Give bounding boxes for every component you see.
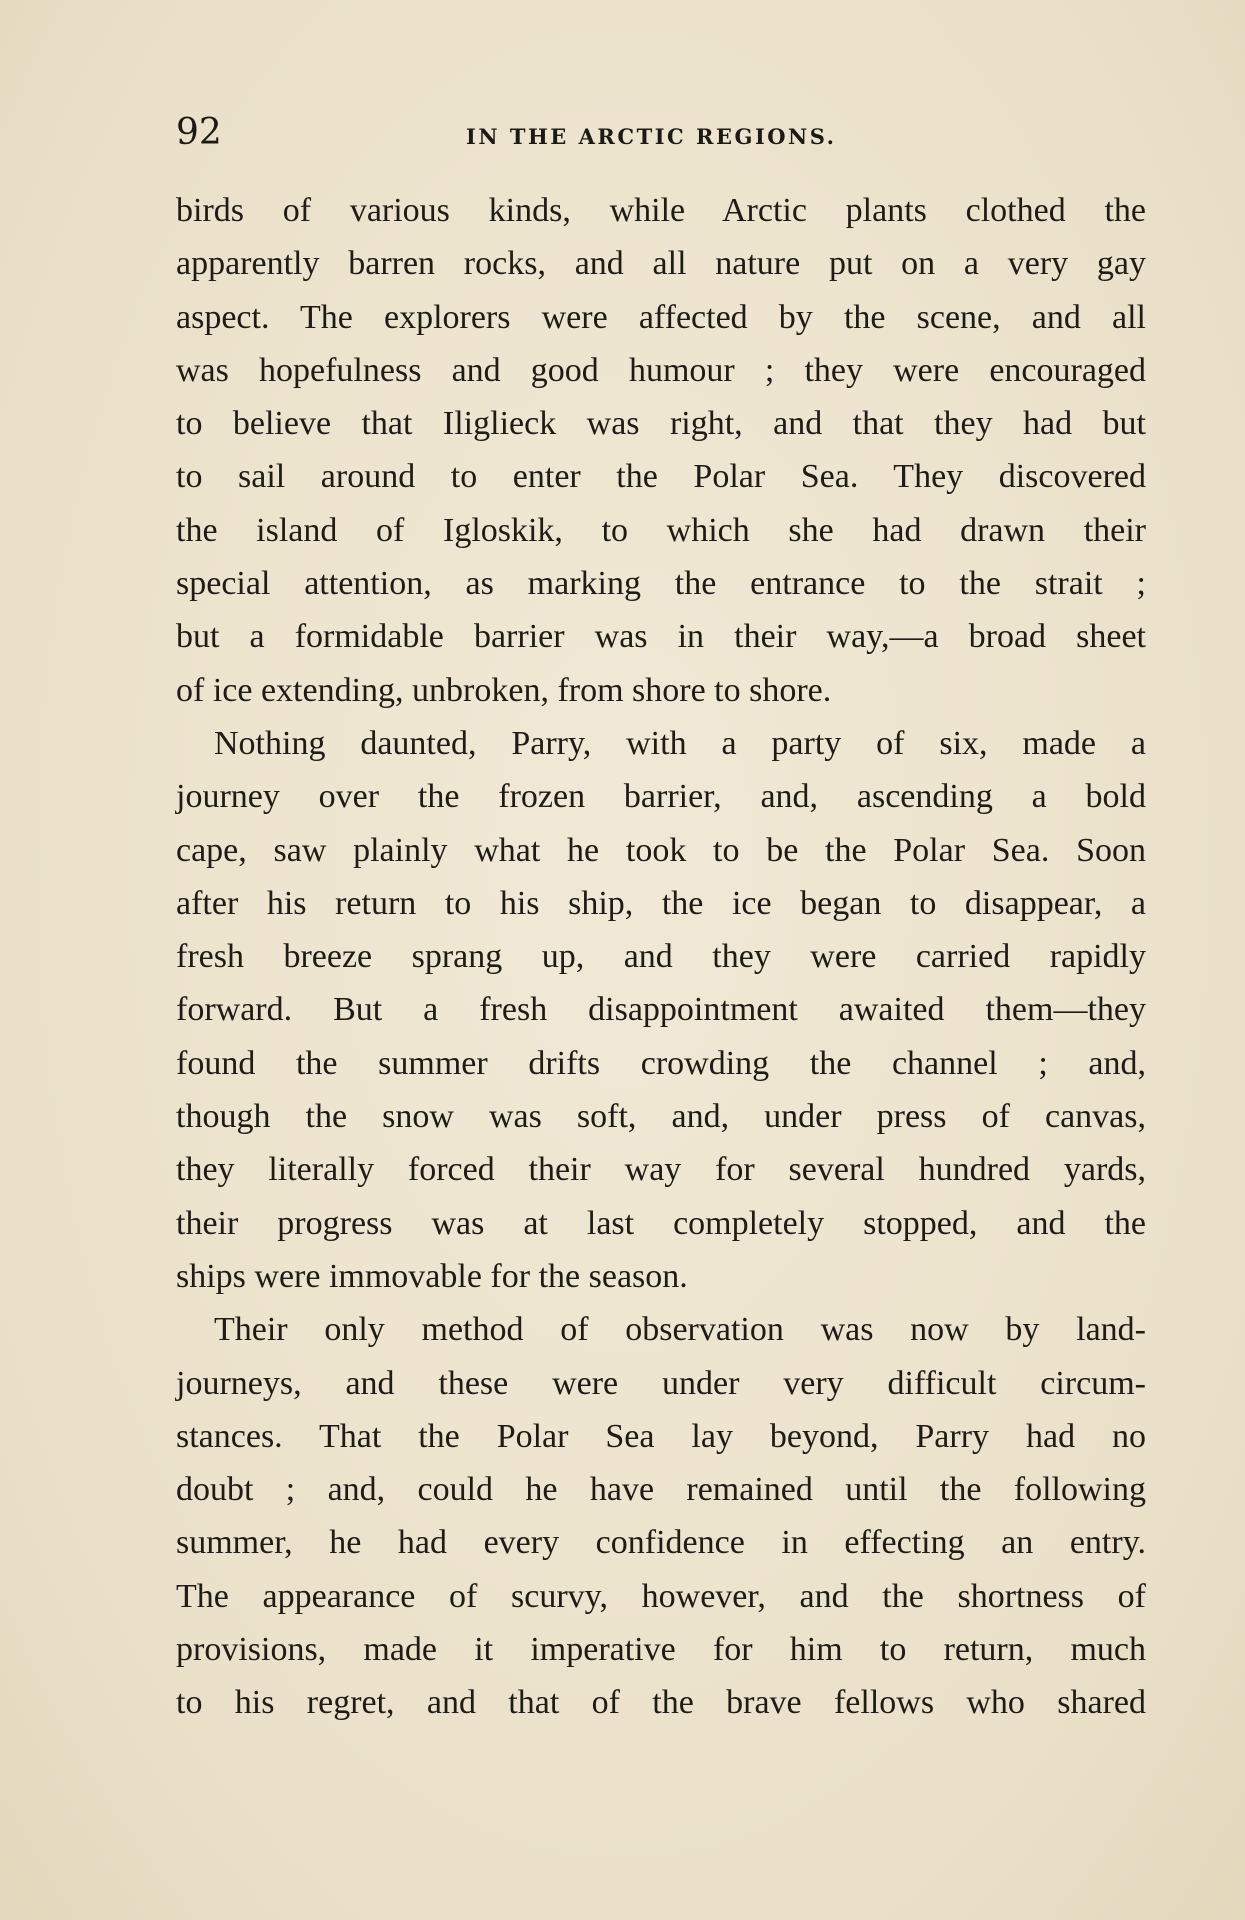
text-line: journey over the frozen barrier, and, ascending a bold bbox=[176, 778, 1146, 816]
text-line: birds of various kinds, while Arctic plants clothed the bbox=[176, 192, 1146, 229]
page-header bbox=[176, 106, 1176, 166]
body-text bbox=[176, 184, 1146, 1730]
text-line: their progress was at last completely stopped, and the bbox=[176, 1204, 1146, 1242]
text-line: ships were immovable for the season. bbox=[176, 1257, 688, 1295]
text-line: Nothing daunted, Parry, with a party of six, made a bbox=[214, 724, 1146, 762]
text-line: they literally forced their way for several hundred yards, bbox=[176, 1151, 1146, 1189]
text-line: to believe that Iliglieck was right, and that they had but bbox=[176, 405, 1146, 443]
text-line: but a formidable barrier was in their way,—a broad sheet bbox=[176, 618, 1146, 656]
text-line: found the summer drifts crowding the channel ; and, bbox=[176, 1044, 1146, 1082]
text-line: to his regret, and that of the brave fellows who shared bbox=[176, 1684, 1146, 1722]
text-line: The appearance of scurvy, however, and the shortness of bbox=[176, 1577, 1146, 1615]
text-line: after his return to his ship, the ice began to disappear, a bbox=[176, 884, 1146, 922]
text-line: journeys, and these were under very difficult circum- bbox=[176, 1364, 1146, 1402]
text-line: doubt ; and, could he have remained until the following bbox=[176, 1471, 1146, 1509]
text-line: Their only method of observation was now by land- bbox=[214, 1311, 1146, 1349]
page-number: 92 bbox=[176, 112, 222, 153]
text-line: provisions, made it imperative for him to return, much bbox=[176, 1631, 1146, 1669]
text-line: stances. That the Polar Sea lay beyond, Parry had no bbox=[176, 1417, 1146, 1455]
text-line: cape, saw plainly what he took to be the Polar Sea. Soon bbox=[176, 831, 1146, 869]
text-line: summer, he had every confidence in effecting an entry. bbox=[176, 1524, 1146, 1562]
text-line: fresh breeze sprang up, and they were carried rapidly bbox=[176, 938, 1146, 976]
text-line: of ice extending, unbroken, from shore to shore. bbox=[176, 671, 832, 709]
text-line: aspect. The explorers were affected by the scene, and all bbox=[176, 298, 1146, 336]
running-head: IN THE ARCTIC REGIONS. bbox=[466, 124, 837, 149]
text-line: though the snow was soft, and, under press of canvas, bbox=[176, 1098, 1146, 1136]
text-line: the island of Igloskik, to which she had drawn their bbox=[176, 511, 1146, 549]
text-line: apparently barren rocks, and all nature put on a very gay bbox=[176, 245, 1146, 283]
text-line: forward. But a fresh disappointment awaited them—they bbox=[176, 991, 1146, 1029]
text-line: special attention, as marking the entrance to the strait ; bbox=[176, 565, 1146, 603]
text-line: was hopefulness and good humour ; they were encouraged bbox=[176, 351, 1146, 389]
text-line: to sail around to enter the Polar Sea. They discovered bbox=[176, 458, 1146, 496]
